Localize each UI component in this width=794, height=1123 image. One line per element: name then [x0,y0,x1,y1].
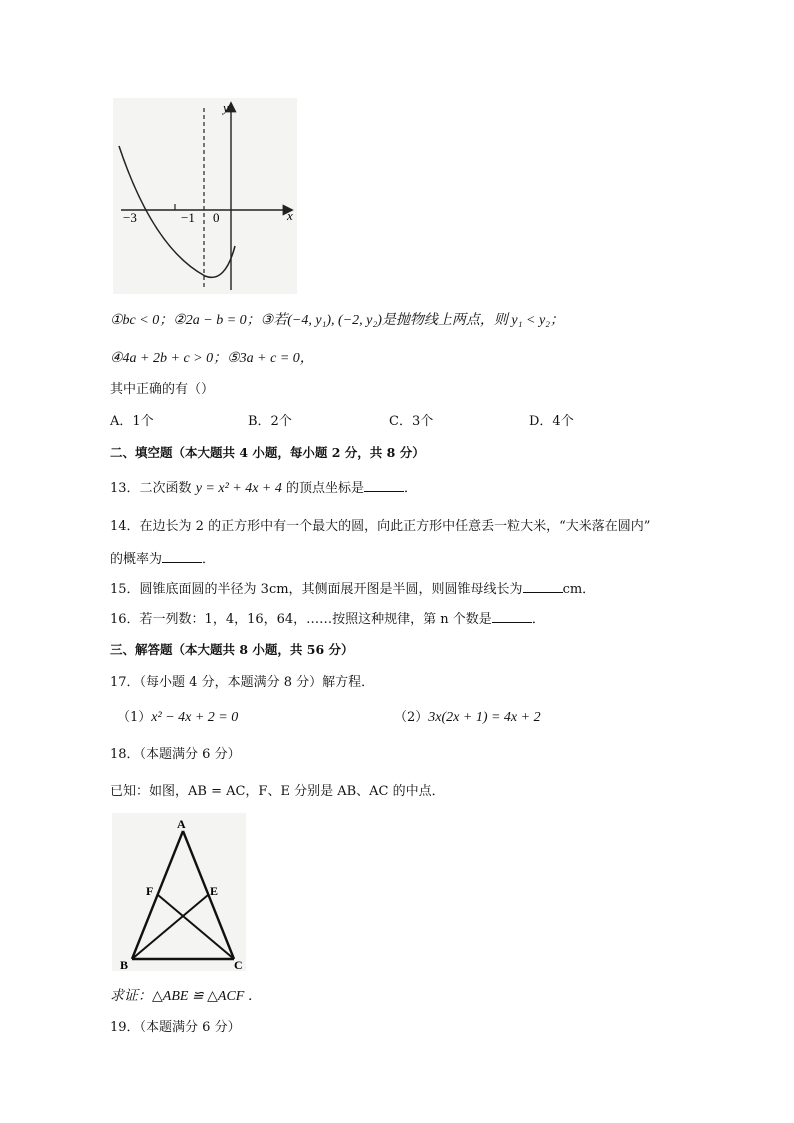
origin-label: 0 [213,210,220,225]
side-ab [132,831,183,959]
q13 [110,477,417,497]
q12-prompt: 其中正确的有（） [110,382,215,397]
q13-text-b: 的顶点坐标是 [281,481,365,496]
q12-option-b: B．2个 [248,414,292,429]
parabola-graph [113,98,297,294]
side-ac [183,831,234,959]
q12-option-a: A．1个 [110,414,154,429]
q12-line1: ①bc < 0；②2a − b = 0；③若(−4, y₁), (−2, y₂)是抛物线上两点，则 y₁ < y₂； [110,313,565,328]
q17-part1-label: （1） [117,710,152,725]
triangle-diagram [112,813,246,971]
triangle-figure [112,813,246,971]
q14-text-a: 的概率为 [110,552,163,567]
x-axis-label: x [287,208,293,223]
q13-answer-blank[interactable] [364,479,404,492]
q17-part1-equation: x² − 4x + 2 = 0 [151,710,239,725]
q13-formula: y = x² + 4x + 4 [195,481,282,496]
q15-answer-blank[interactable] [523,580,563,593]
q12-line2: ④4a + 2b + c > 0；⑤3a + c = 0， [110,351,314,366]
q14-text-b: ． [202,552,216,567]
section2-title: 二、填空题（本大题共 4 小题，每小题 2 分，共 8 分） [110,445,425,460]
q15 [110,578,595,597]
q16-answer-blank[interactable] [492,610,532,623]
q17-header: 17．（每小题 4 分，本题满分 8 分）解方程． [110,675,375,690]
vertex-a-label: A [177,817,186,831]
q17-part2-label: （2） [394,710,429,725]
q12-option-c: C．3个 [389,414,434,429]
q14-line2 [110,548,215,567]
q17-part2-equation: 3x(2x + 1) = 4x + 2 [428,710,541,725]
vertex-b-label: B [120,958,129,971]
q17-part2 [394,706,541,726]
parabola-figure [113,98,297,294]
q16 [110,608,545,627]
q18-given: 已知：如图，AB = AC，F、E 分别是 AB、AC 的中点． [110,784,445,799]
q18-prove: 求证：△ABE ≌ △ACF ． [110,989,262,1004]
q19-header: 19．（本题满分 6 分） [110,1020,241,1035]
q12-option-d: D．4个 [529,414,574,429]
point-e-label: E [210,884,219,898]
tick-label-neg1: −1 [181,210,195,225]
point-f-label: F [146,884,154,898]
y-axis-label: y [223,100,229,115]
q16-text-a: 16．若一列数：1，4，16，64，……按照这种规律，第 n 个数是 [110,612,492,627]
q14-line1: 14．在边长为 2 的正方形中有一个最大的圆，向此正方形中任意丢一粒大米，“大米落在圆内” [110,519,651,534]
q15-text-a: 15．圆锥底面圆的半径为 3cm，其侧面展开图是半圆，则圆锥母线长为 [110,582,523,597]
q14-answer-blank[interactable] [162,550,202,563]
q16-text-b: ． [531,612,545,627]
q13-text-c: ． [404,481,418,496]
q17-part1 [117,706,238,726]
vertex-c-label: C [234,958,243,971]
q13-text-a: 13．二次函数 [110,481,196,496]
section3-title: 三、解答题（本大题共 8 小题，共 56 分） [110,642,354,657]
q15-text-b: cm． [562,582,596,597]
tick-label-neg3: −3 [123,210,137,225]
q18-header: 18．（本题满分 6 分） [110,747,241,762]
